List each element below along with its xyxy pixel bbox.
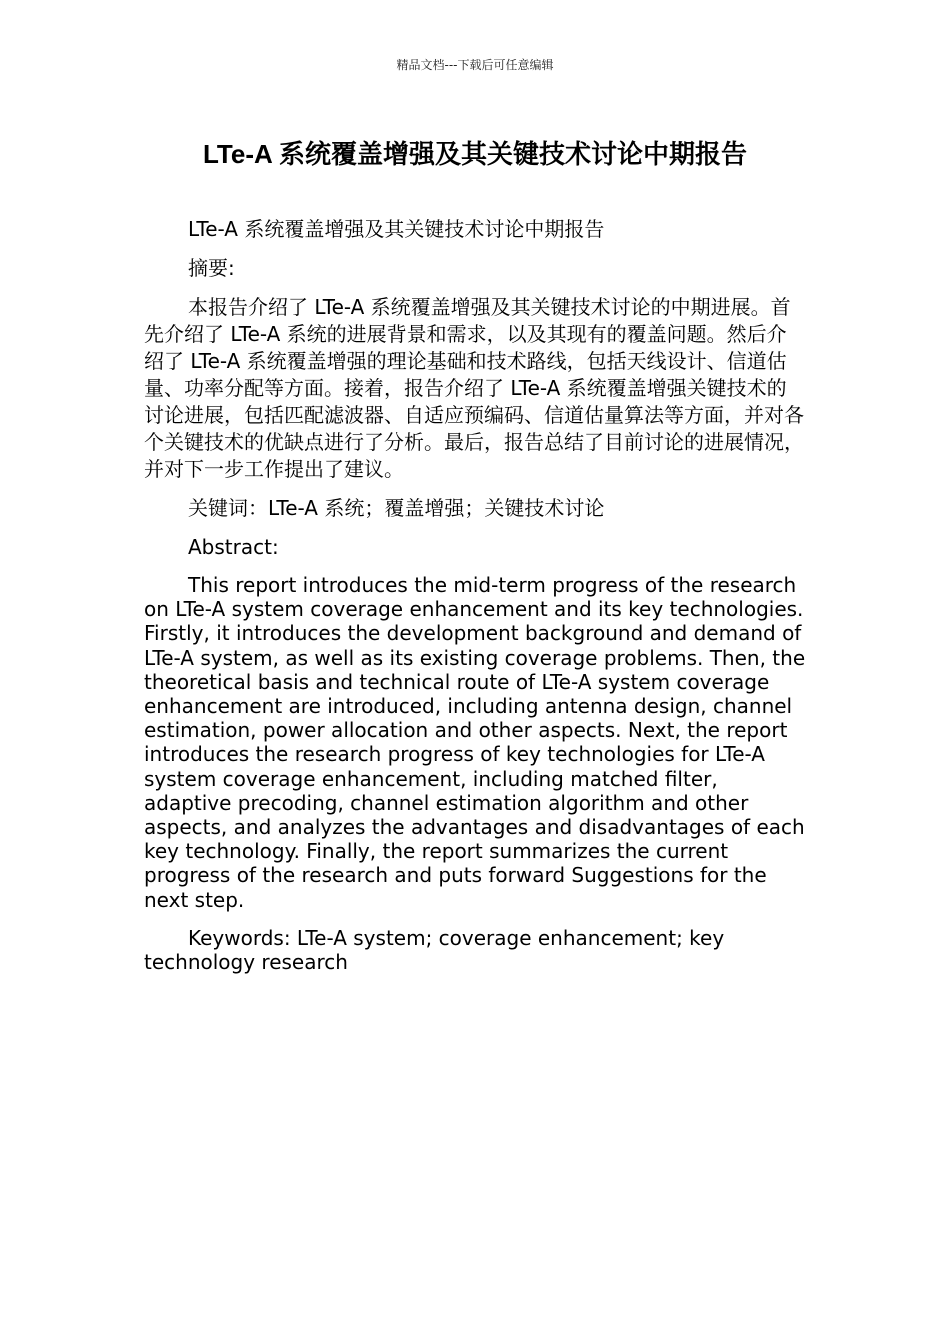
keywords-cn-paragraph: 关键词：LTe-A 系统；覆盖增强；关键技术讨论 [188,496,605,520]
document-title: LTe-A 系统覆盖增强及其关键技术讨论中期报告 [202,139,748,169]
keywords-en-paragraph: Keywords: LTe-A system; coverage enhancement; key technology research [144,925,725,975]
abstract-label-cn: 摘要: [188,256,235,280]
abstract-cn-paragraph: 本报告介绍了 LTe-A 系统覆盖增强及其关键技术讨论的中期进展。首先介绍了 LTe-A 系统的进展背景和需求，以及其现有的覆盖问题。然后介绍了 LTe-A 系统覆盖增强的理论基础和技术路线，包括天线设计、信道估量、功率分配等方面。接着，报告介绍了 LTe-A 系统覆盖增强关键技术的讨论进展，包括匹配滤波器、自适应预编码、信道估量算法等方面，并对各个关键技术的优缺点进行了分析。最后，报告总结了目前讨论的进展情况，并对下一步工作提出了建议。 [144,295,804,481]
abstract-label-en: Abstract: [188,535,279,559]
abstract-en-paragraph: This report introduces the mid-term progress of the research on LTe-A system coverage enhancement and its key technologies. Firstly, it introduces the development background and demand of LTe-A system, as well as its existing coverage problems. Then, the theoretical basis and technical route of LTe-A system coverage enhancement are introduced, including antenna design, channel estimation, power allocation and other aspects. Next, the report introduces the research progress of key technologies for LTe-A system coverage enhancement, including matched filter, adaptive precoding, channel estimation algorithm and other aspects, and analyzes the advantages and disadvantages of each key technology. Finally, the report summarizes the current progress of the research and puts forward Suggestions for the next step. [144,573,806,912]
header-note: 精品文档---下载后可任意编辑 [396,58,554,72]
document-body [144,216,806,988]
subtitle-paragraph: LTe-A 系统覆盖增强及其关键技术讨论中期报告 [188,217,605,241]
